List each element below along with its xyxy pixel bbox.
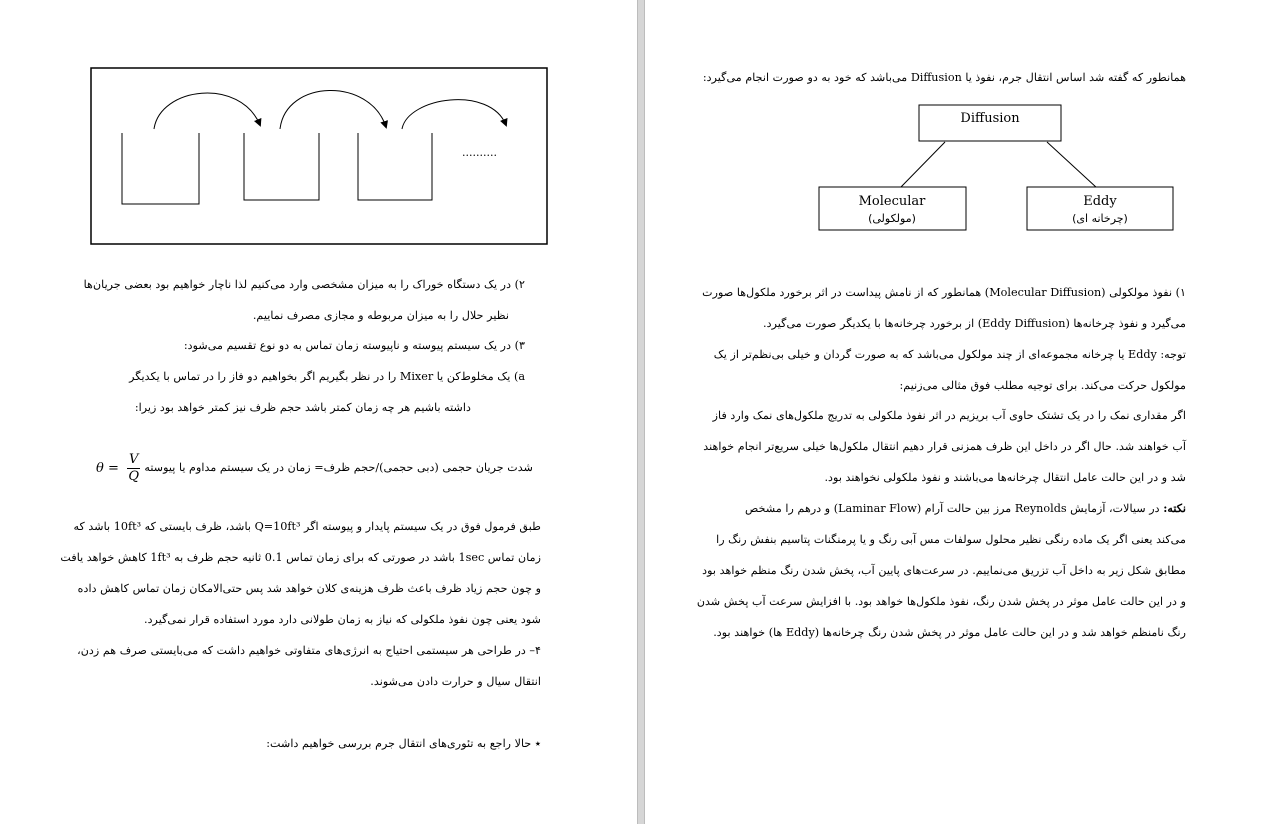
transfer-arrow-3: [402, 100, 506, 129]
item-4-line-2: انتقال سیال و حرارت دادن می‌شوند.: [370, 675, 541, 688]
continuation-dots: ..........: [462, 146, 497, 159]
intro-line: همانطور که گفته شد اساس انتقال جرم، نفوذ یا Diffusion می‌باشد که خود به دو صورت انجام می‌گیرد:: [702, 71, 1186, 84]
tank-1: [122, 133, 199, 204]
note2-line-1: [745, 493, 1186, 524]
example-line-3: شد و در این حالت عامل انتقال چرخانه‌ها می‌باشند و نفوذ ملکولی نخواهند بود.: [824, 471, 1186, 484]
paragraph-1-line-3: و چون حجم زیاد ظرف باعث ظرف هزینه‌ی کلان خواهد شد پس حتی‌الامکان زمان تماس کاهش داده: [77, 582, 541, 595]
diffusion-tree-diagram: [815, 100, 1185, 235]
example-line-1: اگر مقداری نمک را در یک تشتک حاوی آب بریزیم در اثر نفوذ ملکولی به تدریج ملکول‌های نمک وارد فاز: [712, 409, 1186, 422]
right-page: [645, 0, 1281, 824]
mixer-tanks-figure: [90, 67, 548, 246]
item-4-line-1: ۴– در طراحی هر سیستمی احتیاج به انرژی‌های متفاوتی خواهیم داشت که می‌بایستی صرف هم زدن،: [77, 644, 541, 657]
transfer-arrow-1: [154, 93, 260, 129]
example-line-2: آب خواهند شد. حال اگر در داخل این ظرف همزنی قرار دهیم انتقال ملکول‌ها خیلی سریع‌تر انجام خواهند: [703, 440, 1186, 453]
paragraph-1-line-4: شود یعنی چون نفوذ ملکولی که نیاز به زمان طولانی دارد مورد استفاده قرار نمی‌گیرد.: [144, 613, 541, 626]
note2-line-5: رنگ نامنظم خواهد شد و در این حالت عامل موثر در پخش شدن رنگ چرخانه‌ها (Eddy ها) خواهند بود.: [713, 626, 1186, 639]
p1-line-2: می‌گیرد و نفوذ چرخانه‌ها (Eddy Diffusion) از برخورد چرخانه‌ها با یکدیگر صورت می‌گیرد.: [763, 317, 1186, 330]
note2-line-4: و در این حالت عامل موثر در پخش شدن رنگ، نفوذ ملکول‌ها خواهد بود. با افزایش سرعت آب پخش شدن: [696, 595, 1186, 608]
item-3: ۳) در یک سیستم پیوسته و ناپیوسته زمان تماس به دو نوع تقسیم می‌شود:: [183, 339, 525, 352]
formula-lhs: θ =: [96, 461, 119, 476]
tank-3: [358, 133, 432, 200]
note1-line-2: مولکول حرکت می‌کند. برای توجیه مطلب فوق مثالی می‌زنیم:: [899, 379, 1186, 392]
p1-line-1: ۱) نفوذ مولکولی (Molecular Diffusion) همانطور که از نامش پیداست در اثر برخورد ملکول‌ها صورت: [702, 286, 1186, 299]
molecular-node-label-en: Molecular: [858, 194, 926, 209]
formula-denominator: Q: [128, 469, 140, 484]
note2-label: نکته:: [1163, 501, 1186, 515]
paragraph-1-line-1: طبق فرمول فوق در یک سیستم پایدار و پیوسته اگر Q=10ft³ باشد، ظرف بایستی که 10ft³ باشد که: [73, 520, 541, 533]
contact-time-formula: [96, 452, 140, 485]
branch-left: [900, 142, 945, 188]
formula-description: شدت جریان حجمی (دبی حجمی)/حجم ظرف= زمان در یک سیستم مداوم یا پیوسته: [144, 461, 533, 474]
molecular-node-label-fa: (مولکولی): [868, 212, 916, 225]
eddy-node-label-fa: (چرخانه ای): [1072, 212, 1128, 225]
note1-line-1: توجه: Eddy یا چرخانه مجموعه‌ای از چند مولکول می‌باشد که به صورت گردان و خیلی بی‌نظم‌تر از یک: [713, 348, 1186, 361]
eddy-node-label-en: Eddy: [1083, 194, 1117, 209]
item-a-line-2: داشته باشیم هر چه زمان کمتر باشد حجم ظرف نیز کمتر خواهد بود زیرا:: [134, 401, 471, 414]
formula-numerator: V: [129, 452, 139, 467]
tank-2: [244, 133, 319, 200]
item-2-line-1: ۲) در یک دستگاه خوراک را به میزان مشخصی وارد می‌کنیم لذا ناچار خواهیم بود بعضی جریان‌ها: [83, 278, 525, 291]
diffusion-node-label: Diffusion: [960, 111, 1020, 126]
paragraph-1-line-2: زمان تماس 1sec باشد در صورتی که برای زمان تماس 0.1 ثانیه حجم ظرف به 1ft³ کاهش خواهد یافت: [60, 551, 541, 564]
left-page: [0, 0, 637, 824]
transfer-arrow-2: [280, 90, 386, 129]
closing-line: ٭ حالا راجع به تئوری‌های انتقال جرم بررسی خواهیم داشت:: [266, 737, 541, 750]
note2-line-1-text: در سیالات، آزمایش Reynolds مرز بین حالت آرام (Laminar Flow) و درهم را مشخص: [744, 502, 1164, 515]
item-2-line-2: نظیر حلال را به میزان مربوطه و مجازی مصرف نماییم.: [252, 309, 509, 322]
page-gutter: [637, 0, 645, 824]
item-a-line-1: a) یک مخلوط‌کن یا Mixer را در نظر بگیریم اگر بخواهیم دو فاز را در تماس با یکدیگر: [129, 370, 525, 383]
branch-right: [1047, 142, 1097, 188]
note2-line-2: می‌کند یعنی اگر یک ماده رنگی نظیر محلول سولفات مس آبی رنگ و یا پرمنگنات پتاسیم بنفش رنگ را: [716, 533, 1186, 546]
note2-line-3: مطابق شکل زیر به داخل آب تزریق می‌نماییم. در سرعت‌های پایین آب، پخش شدن رنگ منظم خواهد بود: [702, 564, 1186, 577]
